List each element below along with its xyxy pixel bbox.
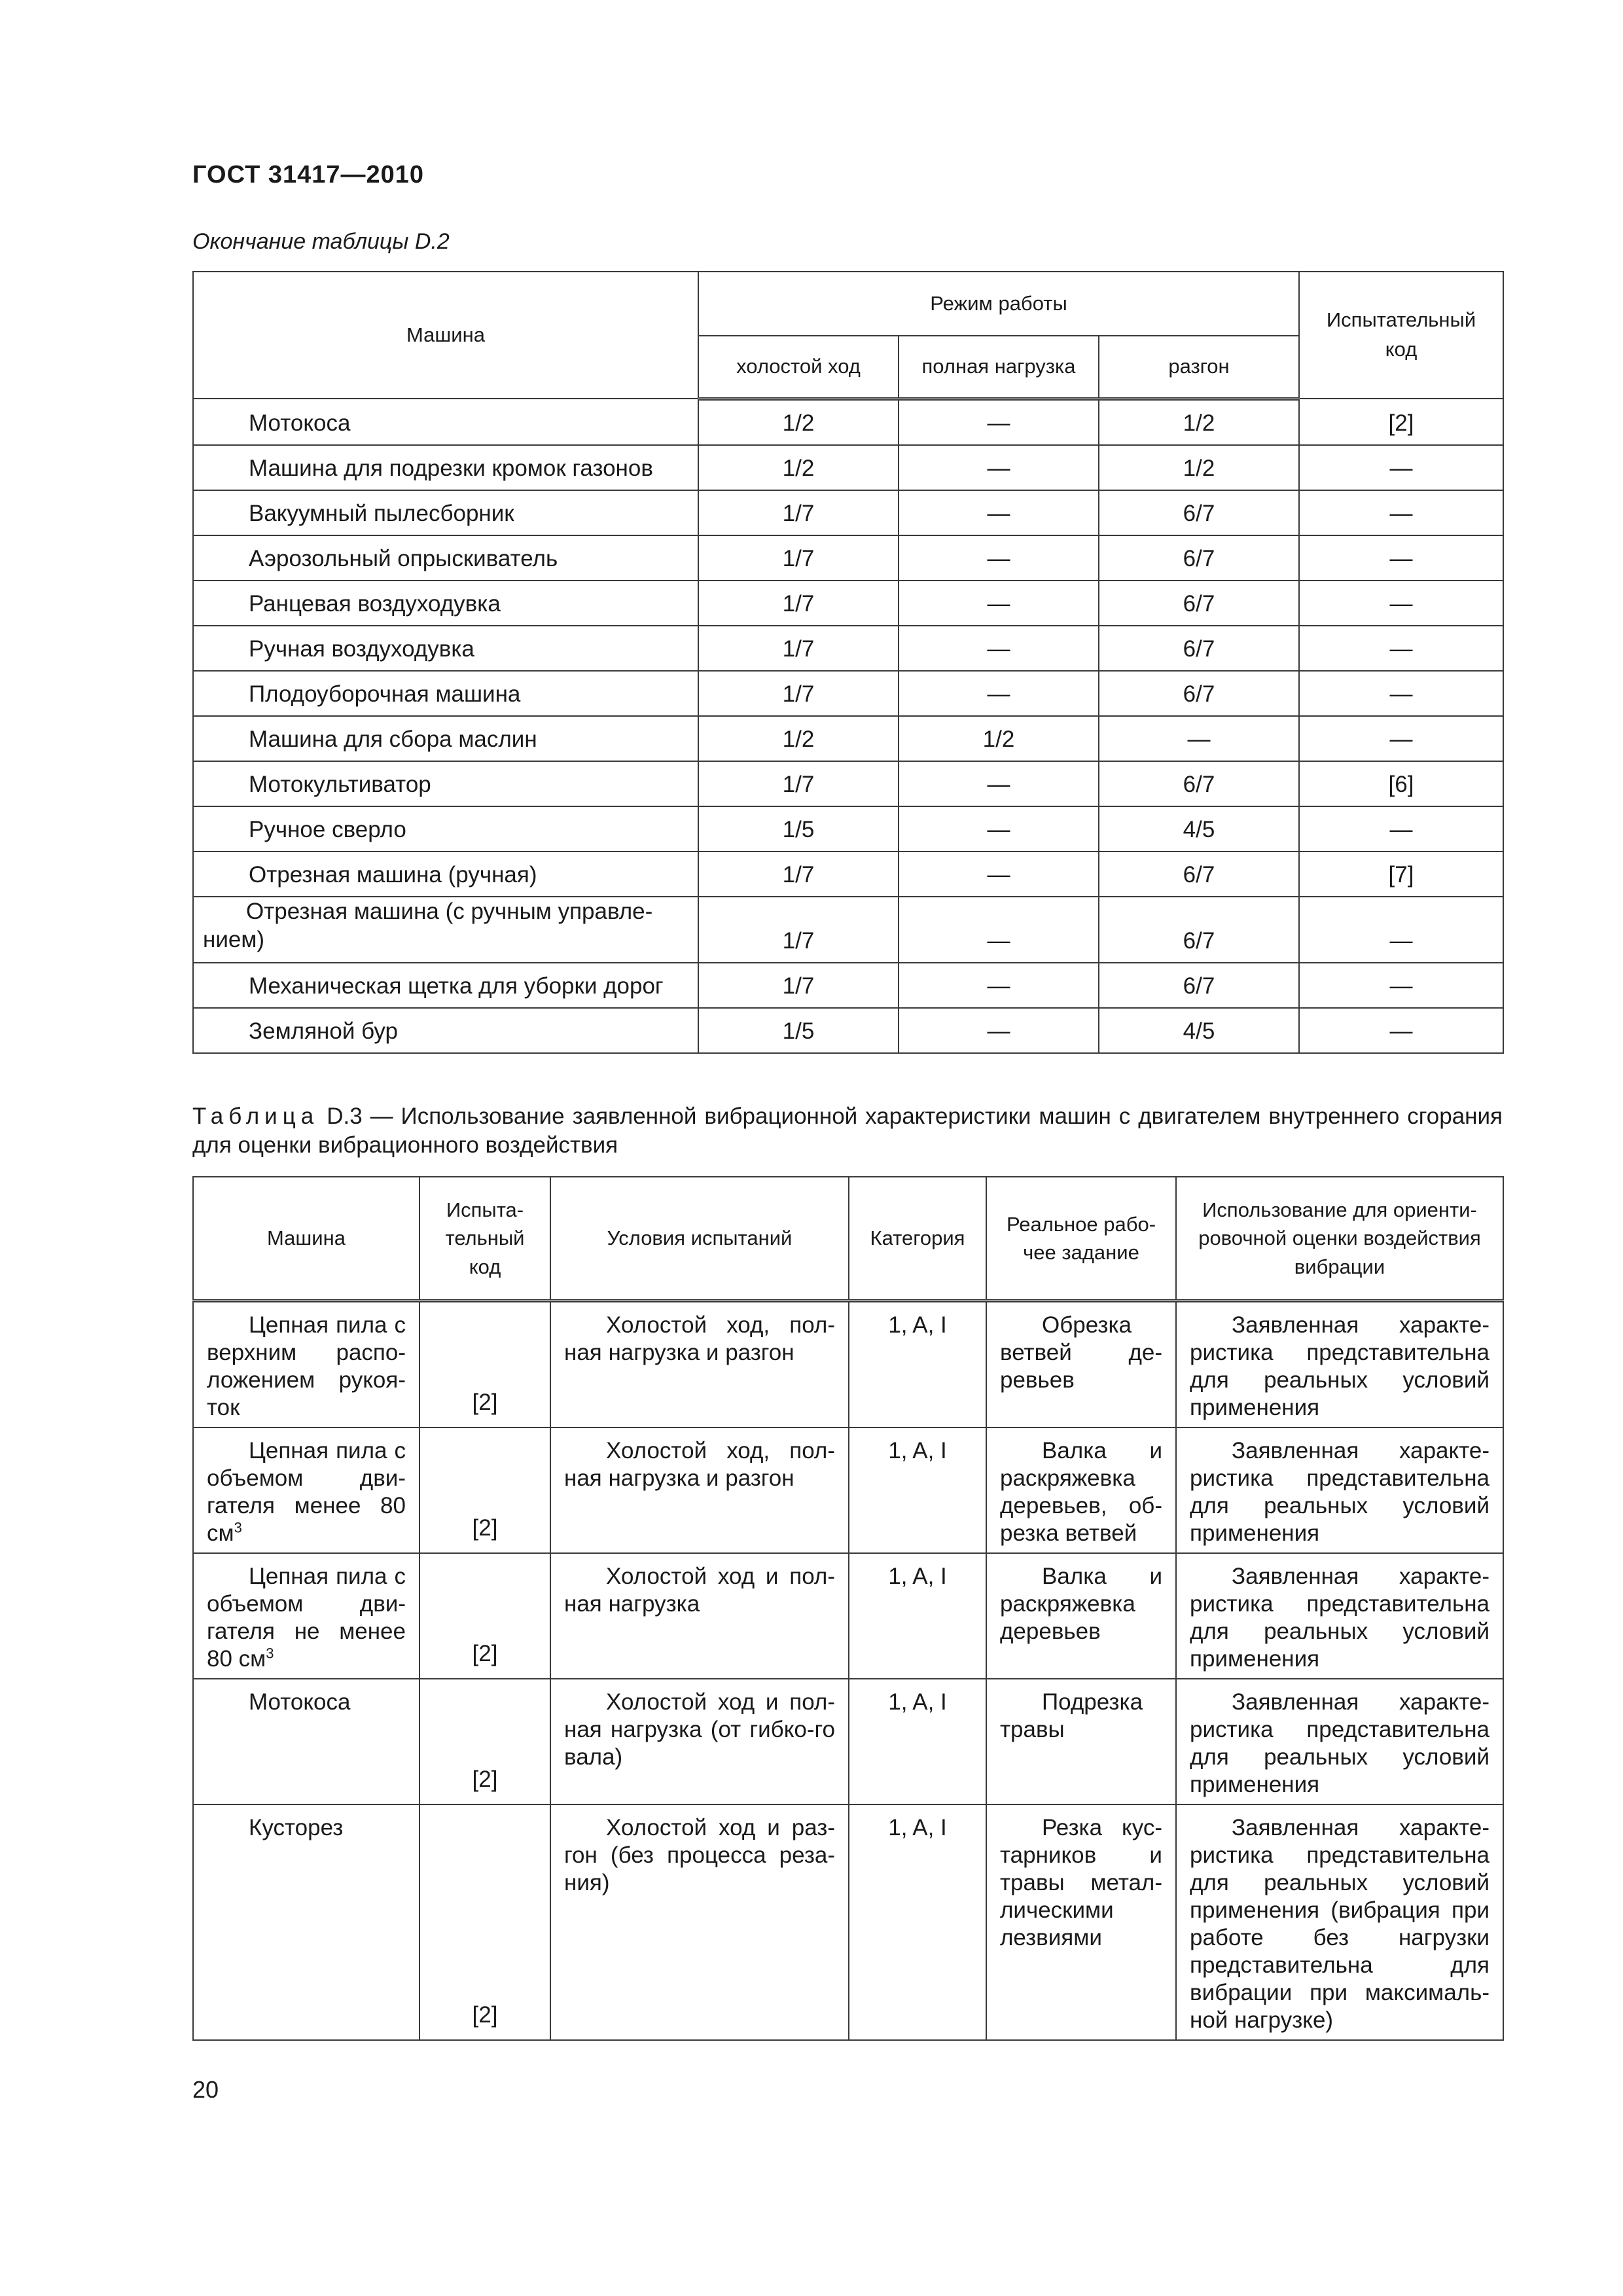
- usage-text: Заявленная характе-ристика представительна для реальных условий применения: [1190, 1438, 1489, 1546]
- table-row: [193, 761, 1503, 806]
- machine-cell: [193, 1427, 419, 1553]
- machine-name-cell: Вакуумный пылесборник: [193, 490, 698, 535]
- col-header-mode: Режим работы: [698, 272, 1299, 336]
- category-cell: 1, A, I: [849, 1301, 986, 1428]
- document-header: ГОСТ 31417—2010: [192, 161, 425, 188]
- machine-cell: [193, 1804, 419, 2040]
- d3-col-header-machine: Машина: [193, 1177, 419, 1301]
- full-load-value-cell: —: [899, 806, 1099, 852]
- usage-cell: [1176, 1301, 1503, 1428]
- machine-name-cell: Мотокоса: [193, 399, 698, 445]
- accel-value-cell: 6/7: [1099, 535, 1299, 581]
- idle-value-cell: 1/7: [698, 671, 899, 716]
- task-cell: [986, 1804, 1176, 2040]
- full-load-value-cell: —: [899, 445, 1099, 490]
- idle-value-cell: 1/5: [698, 1008, 899, 1053]
- test-code-cell: —: [1299, 963, 1503, 1008]
- idle-value-cell: 1/2: [698, 445, 899, 490]
- conditions-text: Холостой ход и раз-гон (без процесса реза-ния): [564, 1815, 835, 1895]
- conditions-text: Холостой ход, пол-ная нагрузка и разгон: [564, 1438, 835, 1491]
- task-text: Валка и раскряжевка деревьев: [1000, 1564, 1162, 1644]
- idle-value-cell: 1/2: [698, 399, 899, 445]
- machine-name-cell: Отрезная машина (ручная): [193, 852, 698, 897]
- machine-name-cell: Аэрозольный опрыскиватель: [193, 535, 698, 581]
- machine-name-cell: Ранцевая воздуходувка: [193, 581, 698, 626]
- table-d2-body: [193, 399, 1503, 1053]
- table-row: [193, 535, 1503, 581]
- test-code-cell: —: [1299, 626, 1503, 671]
- d3-col-header-task: Реальное рабо-чее задание: [986, 1177, 1176, 1301]
- col-header-code: Испытательный код: [1299, 272, 1503, 399]
- full-load-value-cell: 1/2: [899, 716, 1099, 761]
- machine-name-cell: Земляной бур: [193, 1008, 698, 1053]
- accel-value-cell: 1/2: [1099, 445, 1299, 490]
- full-load-value-cell: —: [899, 490, 1099, 535]
- test-code-cell: —: [1299, 671, 1503, 716]
- d3-col-header-code: Испыта-тельный код: [419, 1177, 550, 1301]
- task-cell: [986, 1301, 1176, 1428]
- accel-value-cell: 4/5: [1099, 806, 1299, 852]
- conditions-cell: [550, 1553, 849, 1679]
- conditions-text: Холостой ход, пол-ная нагрузка и разгон: [564, 1312, 835, 1365]
- test-code-cell: —: [1299, 535, 1503, 581]
- idle-value-cell: 1/7: [698, 626, 899, 671]
- idle-value-cell: 1/7: [698, 535, 899, 581]
- table-row: [193, 1553, 1503, 1679]
- table-d3-number: D.3: [327, 1103, 363, 1129]
- category-cell: 1, A, I: [849, 1427, 986, 1553]
- table-d3: [192, 1176, 1504, 2041]
- accel-value-cell: 6/7: [1099, 761, 1299, 806]
- idle-value-cell: 1/7: [698, 581, 899, 626]
- col-header-accel: разгон: [1099, 336, 1299, 399]
- table-row: [193, 1427, 1503, 1553]
- usage-text: Заявленная характе-ристика представительна для реальных условий применения: [1190, 1564, 1489, 1672]
- full-load-value-cell: —: [899, 535, 1099, 581]
- d3-col-header-category: Категория: [849, 1177, 986, 1301]
- full-load-value-cell: —: [899, 852, 1099, 897]
- task-cell: [986, 1679, 1176, 1804]
- test-code-cell: [2]: [419, 1804, 550, 2040]
- conditions-text: Холостой ход и пол-ная нагрузка: [564, 1564, 835, 1617]
- conditions-text: Холостой ход и пол-ная нагрузка (от гибко-го вала): [564, 1689, 835, 1770]
- table-row: [193, 1008, 1503, 1053]
- d3-col-header-usage: Использование для ориенти-ровочной оценки воздействия вибрации: [1176, 1177, 1503, 1301]
- d3-col-header-conditions: Условия испытаний: [550, 1177, 849, 1301]
- accel-value-cell: 6/7: [1099, 626, 1299, 671]
- task-text: Обрезка ветвей де-ревьев: [1000, 1312, 1162, 1393]
- table-d3-title-text: — Использование заявленной вибрационной характеристики машин с двигателем внутреннего сгорания для оценки вибрационного воздействия: [192, 1103, 1503, 1158]
- table-row: [193, 1804, 1503, 2040]
- machine-text: Кусторез: [249, 1815, 344, 1840]
- test-code-cell: [7]: [1299, 852, 1503, 897]
- test-code-cell: —: [1299, 581, 1503, 626]
- machine-name-cell: Ручная воздуходувка: [193, 626, 698, 671]
- task-text: Резка кус-тарников и травы метал-лическими лезвиями: [1000, 1815, 1162, 1950]
- task-text: Подрезка травы: [1000, 1689, 1143, 1742]
- accel-value-cell: 6/7: [1099, 581, 1299, 626]
- full-load-value-cell: —: [899, 399, 1099, 445]
- conditions-cell: [550, 1427, 849, 1553]
- idle-value-cell: 1/7: [698, 852, 899, 897]
- table-d3-title: [192, 1102, 1503, 1160]
- usage-text: Заявленная характе-ристика представительна для реальных условий применения (вибрация при работе без нагрузки представительна для вибрации при максималь-ной нагрузке): [1190, 1815, 1489, 2033]
- table-row: [193, 1301, 1503, 1428]
- machine-text: Цепная пила с объемом дви-гателя менее 80 см: [207, 1438, 406, 1546]
- table-row: [193, 581, 1503, 626]
- col-header-idle: холостой ход: [698, 336, 899, 399]
- full-load-value-cell: —: [899, 626, 1099, 671]
- machine-name-cell: Механическая щетка для уборки дорог: [193, 963, 698, 1008]
- test-code-cell: —: [1299, 1008, 1503, 1053]
- idle-value-cell: 1/5: [698, 806, 899, 852]
- test-code-cell: [6]: [1299, 761, 1503, 806]
- machine-name-cell: Машина для сбора маслин: [193, 716, 698, 761]
- conditions-cell: [550, 1301, 849, 1428]
- machine-superscript: 3: [234, 1519, 242, 1536]
- test-code-cell: —: [1299, 806, 1503, 852]
- accel-value-cell: 6/7: [1099, 897, 1299, 963]
- accel-value-cell: —: [1099, 716, 1299, 761]
- table-d2: [192, 271, 1504, 1054]
- accel-value-cell: 6/7: [1099, 671, 1299, 716]
- test-code-cell: [2]: [419, 1679, 550, 1804]
- machine-superscript: 3: [266, 1645, 274, 1662]
- machine-text: Цепная пила с верхним распо-ложением рукоя-ток: [207, 1312, 406, 1420]
- idle-value-cell: 1/2: [698, 716, 899, 761]
- usage-cell: [1176, 1427, 1503, 1553]
- col-header-machine: Машина: [193, 272, 698, 399]
- machine-name-cell: Отрезная машина (с ручным управле-нием): [193, 897, 698, 963]
- category-cell: 1, A, I: [849, 1804, 986, 2040]
- machine-name-cell: Мотокультиватор: [193, 761, 698, 806]
- full-load-value-cell: —: [899, 897, 1099, 963]
- table-row: [193, 852, 1503, 897]
- accel-value-cell: 6/7: [1099, 963, 1299, 1008]
- table-d2-caption: Окончание таблицы D.2: [192, 229, 450, 254]
- test-code-cell: [2]: [419, 1553, 550, 1679]
- conditions-cell: [550, 1804, 849, 2040]
- full-load-value-cell: —: [899, 1008, 1099, 1053]
- test-code-cell: —: [1299, 490, 1503, 535]
- test-code-cell: [2]: [419, 1427, 550, 1553]
- table-row: [193, 399, 1503, 445]
- category-cell: 1, A, I: [849, 1679, 986, 1804]
- conditions-cell: [550, 1679, 849, 1804]
- table-row: [193, 716, 1503, 761]
- usage-text: Заявленная характе-ристика представительна для реальных условий применения: [1190, 1312, 1489, 1420]
- machine-text: Цепная пила с объемом дви-гателя не менее 80 см: [207, 1564, 406, 1672]
- page-number: 20: [192, 2076, 219, 2103]
- idle-value-cell: 1/7: [698, 761, 899, 806]
- table-row: [193, 626, 1503, 671]
- machine-name-cell: Машина для подрезки кромок газонов: [193, 445, 698, 490]
- test-code-cell: —: [1299, 897, 1503, 963]
- machine-cell: [193, 1679, 419, 1804]
- accel-value-cell: 1/2: [1099, 399, 1299, 445]
- usage-cell: [1176, 1679, 1503, 1804]
- usage-text: Заявленная характе-ристика представительна для реальных условий применения: [1190, 1689, 1489, 1797]
- table-d3-label: Таблица: [192, 1103, 319, 1129]
- test-code-cell: —: [1299, 445, 1503, 490]
- idle-value-cell: 1/7: [698, 490, 899, 535]
- table-d3-body: [193, 1301, 1503, 2041]
- test-code-cell: [2]: [1299, 399, 1503, 445]
- task-cell: [986, 1427, 1176, 1553]
- machine-text: Мотокоса: [249, 1689, 351, 1715]
- accel-value-cell: 6/7: [1099, 852, 1299, 897]
- full-load-value-cell: —: [899, 581, 1099, 626]
- test-code-cell: [2]: [419, 1301, 550, 1428]
- accel-value-cell: 4/5: [1099, 1008, 1299, 1053]
- table-row: [193, 806, 1503, 852]
- idle-value-cell: 1/7: [698, 897, 899, 963]
- table-row: [193, 963, 1503, 1008]
- full-load-value-cell: —: [899, 761, 1099, 806]
- col-header-full: полная нагрузка: [899, 336, 1099, 399]
- table-row: [193, 1679, 1503, 1804]
- usage-cell: [1176, 1553, 1503, 1679]
- category-cell: 1, A, I: [849, 1553, 986, 1679]
- task-cell: [986, 1553, 1176, 1679]
- machine-cell: [193, 1301, 419, 1428]
- idle-value-cell: 1/7: [698, 963, 899, 1008]
- full-load-value-cell: —: [899, 671, 1099, 716]
- machine-name-cell: Плодоуборочная машина: [193, 671, 698, 716]
- machine-cell: [193, 1553, 419, 1679]
- task-text: Валка и раскряжевка деревьев, об-резка ветвей: [1000, 1438, 1162, 1546]
- accel-value-cell: 6/7: [1099, 490, 1299, 535]
- table-row: [193, 445, 1503, 490]
- test-code-cell: —: [1299, 716, 1503, 761]
- table-row: [193, 897, 1503, 963]
- machine-name-cell: Ручное сверло: [193, 806, 698, 852]
- usage-cell: [1176, 1804, 1503, 2040]
- full-load-value-cell: —: [899, 963, 1099, 1008]
- table-row: [193, 671, 1503, 716]
- table-row: [193, 490, 1503, 535]
